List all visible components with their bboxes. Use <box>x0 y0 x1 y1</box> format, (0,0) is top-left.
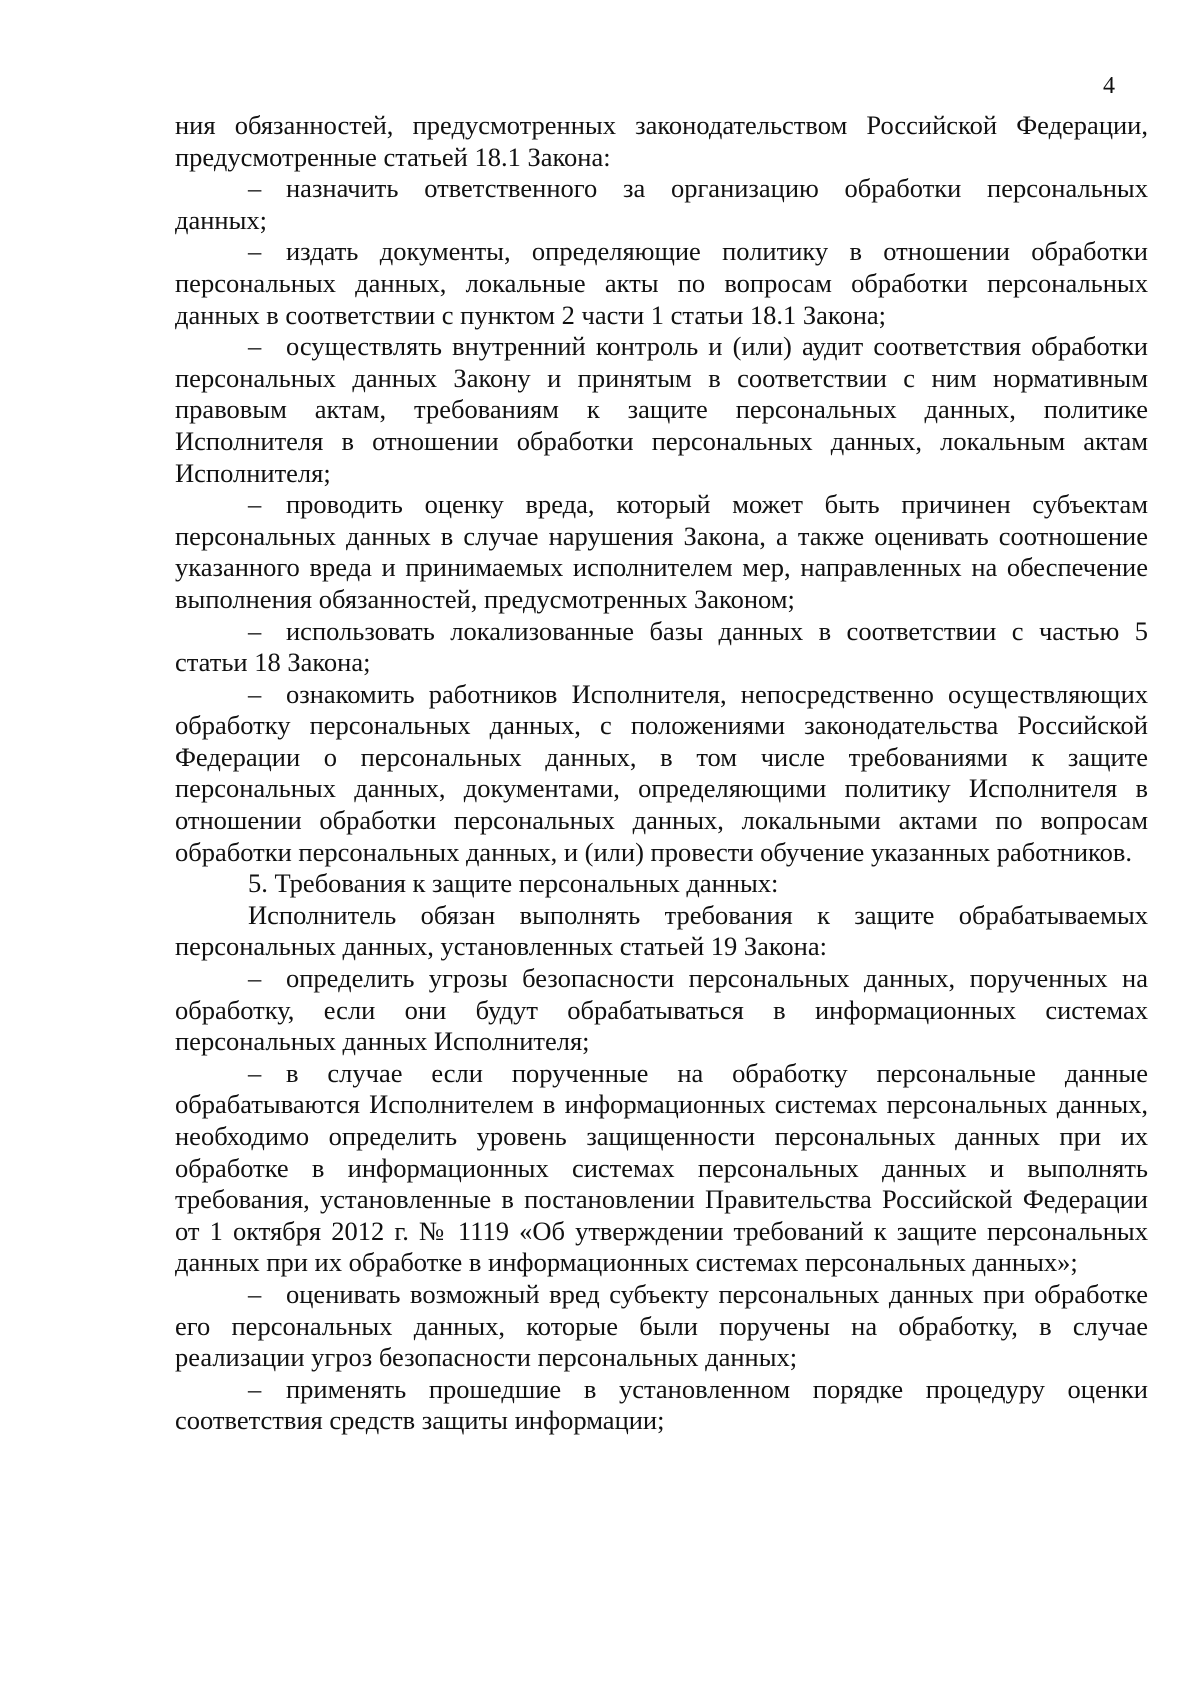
paragraph-continuation <box>175 110 1148 173</box>
dash-marker: – <box>248 615 262 646</box>
paragraph <box>175 900 1148 963</box>
dash-marker: – <box>248 1278 262 1309</box>
list-item-text: в случае если порученные на обработку персональные данные обрабатываются Исполнителем в информационных системах персональных данных, необходимо определить уровень защищенности персональных данных при их обработке в информационных системах персональных данных и выполнять требования, установленные в постановлении Правительства Российской Федерации от 1 октября 2012 г. № 1119 «Об утверждении требований к защите персональных данных при их обработке в информационных системах персональных данных»; <box>175 1057 1148 1278</box>
list-item <box>175 1279 1148 1374</box>
dash-marker: – <box>248 173 262 204</box>
paragraph-text: Исполнитель обязан выполнять требования к защите обрабатываемых персональных данных, установленных статьей 19 Закона: <box>175 899 1148 962</box>
dash-marker: – <box>248 1057 262 1088</box>
list-item-text: оценивать возможный вред субъекту персональных данных при обработке его персональных данных, которые были поручены на обработку, в случае реализации угроз безопасности персональных данных; <box>175 1278 1148 1373</box>
document-body <box>175 110 1148 1437</box>
list-item <box>175 173 1148 236</box>
list-item <box>175 331 1148 489</box>
list-item <box>175 236 1148 331</box>
section-heading <box>175 868 1148 900</box>
list-item-text: издать документы, определяющие политику в отношении обработки персональных данных, локальные акты по вопросам обработки персональных данных в соответствии с пунктом 2 части 1 статьи 18.1 Закона; <box>175 236 1148 330</box>
dash-marker: – <box>248 489 262 520</box>
list-item <box>175 489 1148 615</box>
dash-marker: – <box>248 236 262 267</box>
page-number: 4 <box>1103 73 1115 99</box>
list-item-text: использовать локализованные базы данных в соответствии с частью 5 статьи 18 Закона; <box>175 615 1148 678</box>
dash-marker: – <box>248 678 262 709</box>
section-heading-text: 5. Требования к защите персональных данных: <box>248 868 779 899</box>
list-item-text: осуществлять внутренний контроль и (или) аудит соответствия обработки персональных данных Закону и принятым в соответствии с ним нормативным правовым актам, требованиям к защите персональных данных, политике Исполнителя в отношении обработки персональных данных, локальным актам Исполнителя; <box>175 331 1148 488</box>
paragraph-text: ния обязанностей, предусмотренных законодательством Российской Федерации, предусмотренные статьей 18.1 Закона: <box>175 110 1148 172</box>
list-item <box>175 679 1148 869</box>
list-item-text: назначить ответственного за организацию обработки персональных данных; <box>175 173 1148 235</box>
list-item-text: определить угрозы безопасности персональных данных, порученных на обработку, если они будут обрабатываться в информационных системах персональных данных Исполнителя; <box>175 963 1148 1057</box>
dash-marker: – <box>248 331 262 362</box>
list-item-text: проводить оценку вреда, который может быть причинен субъектам персональных данных в случае нарушения Закона, а также оценивать соотношение указанного вреда и принимаемых исполнителем мер, направленных на обеспечение выполнения обязанностей, предусмотренных Законом; <box>175 489 1148 614</box>
list-item-text: ознакомить работников Исполнителя, непосредственно осуществляющих обработку персональных данных, с положениями законодательства Российской Федерации о персональных данных, в том числе требованиями к защите персональных данных, документами, определяющими политику Исполнителя в отношении обработки персональных данных, локальными актами по вопросам обработки персональных данных, и (или) провести обучение указанных работников. <box>175 678 1148 867</box>
list-item-text: применять прошедшие в установленном порядке процедуру оценки соответствия средств защиты информации; <box>175 1373 1148 1436</box>
list-item <box>175 963 1148 1058</box>
dash-marker: – <box>248 963 262 994</box>
list-item <box>175 1374 1148 1437</box>
list-item <box>175 616 1148 679</box>
dash-marker: – <box>248 1373 262 1404</box>
list-item <box>175 1058 1148 1279</box>
